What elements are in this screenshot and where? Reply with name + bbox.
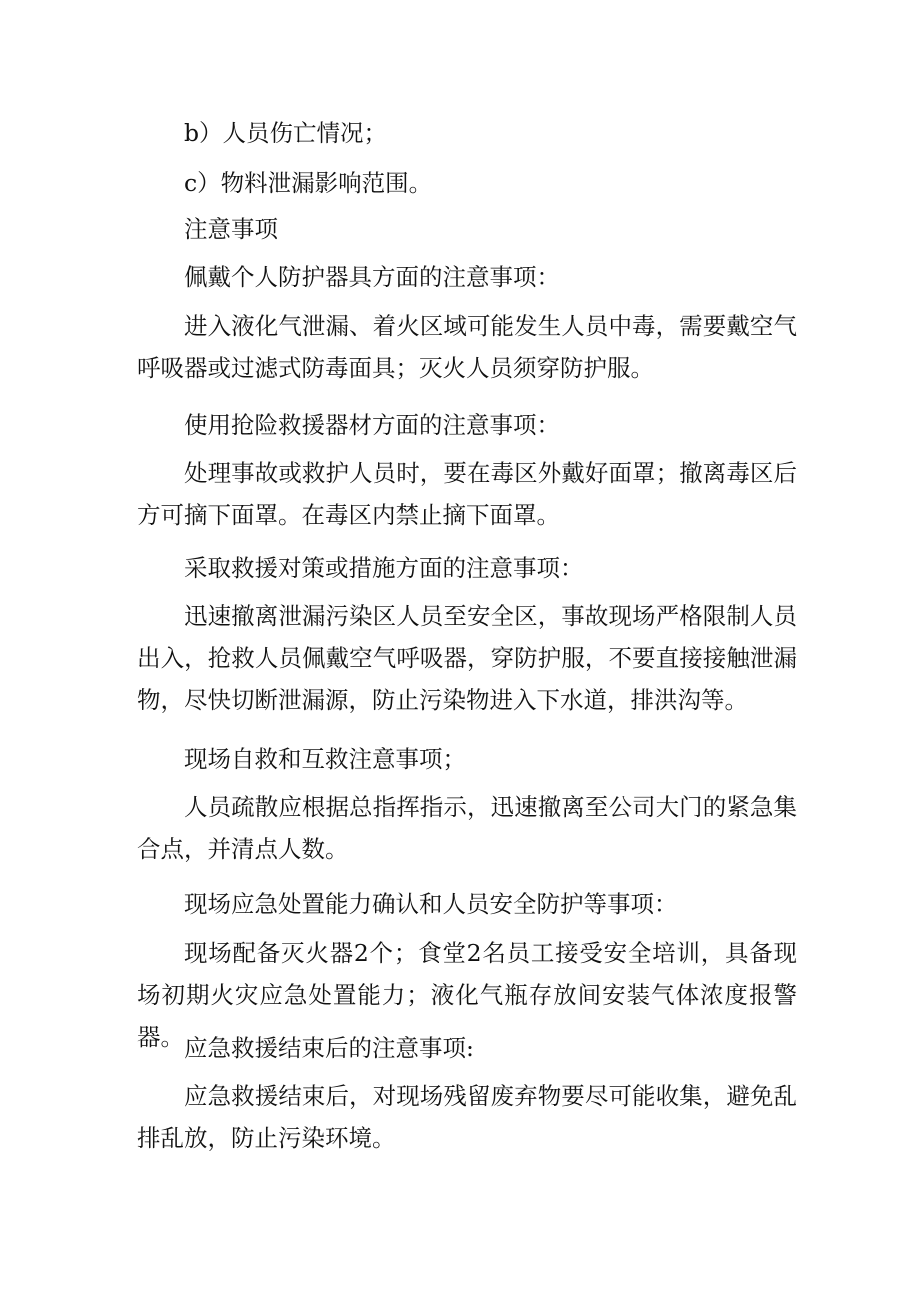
paragraph-leak-range: c）物料泄漏影响范围。 — [184, 169, 433, 197]
paragraph-measures-heading: 采取救援对策或措施方面的注意事项： — [184, 554, 584, 582]
paragraph-post-rescue-heading: 应急救援结束后的注意事项: — [184, 1034, 474, 1062]
paragraph-post-rescue-body: 应急救援结束后，对现场残留废弃物要尽可能收集，避免乱排乱放，防止污染环境。 — [137, 1082, 797, 1152]
paragraph-equipment-body: 处理事故或救护人员时，要在毒区外戴好面罩；撤离毒区后方可摘下面罩。在毒区内禁止摘下面罩。 — [137, 459, 797, 529]
paragraph-self-rescue-body: 人员疏散应根据总指挥指示，迅速撤离至公司大门的紧急集合点，并清点人数。 — [137, 793, 797, 863]
section-heading-precautions: 注意事项 — [184, 215, 278, 243]
paragraph-capability-heading: 现场应急处置能力确认和人员安全防护等事项： — [184, 890, 678, 918]
paragraph-measures-body: 迅速撤离泄漏污染区人员至安全区，事故现场严格限制人员出入，抢救人员佩戴空气呼吸器，穿防护服，不要直接接触泄漏物，尽快切断泄漏源，防止污染物进入下水道，排洪沟等。 — [137, 602, 797, 714]
paragraph-ppe-body: 进入液化气泄漏、着火区域可能发生人员中毒，需要戴空气呼吸器或过滤式防毒面具；灭火人员须穿防护服。 — [137, 312, 797, 382]
paragraph-equipment-heading: 使用抢险救援器材方面的注意事项： — [184, 411, 560, 439]
paragraph-self-rescue-heading: 现场自救和互救注意事项； — [184, 745, 466, 773]
paragraph-ppe-heading: 佩戴个人防护器具方面的注意事项： — [184, 263, 560, 291]
paragraph-injury-status: b）人员伤亡情况； — [184, 119, 388, 147]
paragraph-capability-body: 现场配备灭火器2个；食堂2名员工接受安全培训，具备现场初期火灾应急处置能力；液化气瓶存放间安装气体浓度报警器。 — [137, 939, 797, 1051]
